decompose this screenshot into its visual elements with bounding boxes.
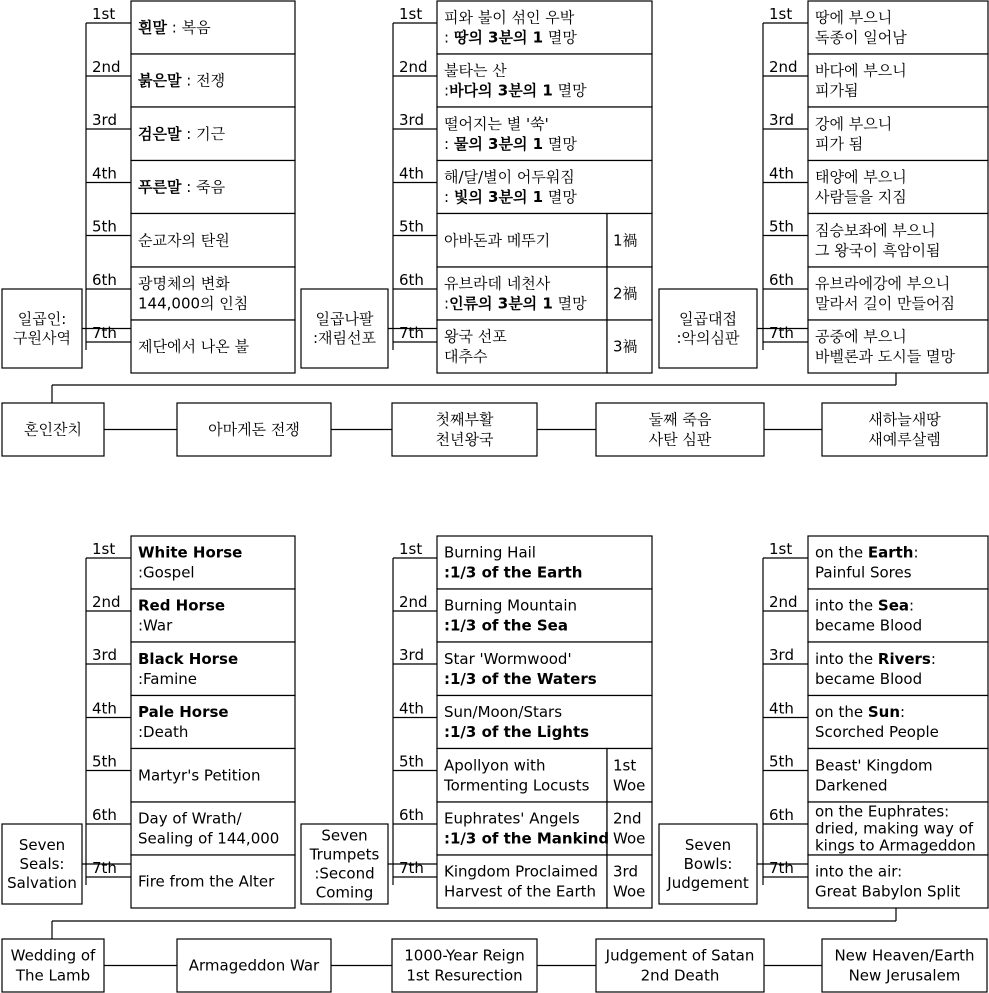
english-seals-item-2-text: [138, 617, 173, 635]
korean-trumpets-ordinal-2: 2nd: [399, 58, 428, 76]
korean-trumpets-item-6-text-span: 인류의 3분의 1: [449, 294, 553, 313]
english-trumpets-item-2-text-span: :1/3 of the Sea: [444, 616, 568, 635]
korean-bowls-ordinal-4: 4th: [769, 164, 794, 183]
korean-chain-label-1-line: 혼인잔치: [24, 420, 82, 439]
english-bowls-item-3-text: [815, 670, 922, 688]
korean-seals-label-line: 일곱인:: [17, 310, 67, 328]
english-trumpets-item-4-text: [444, 723, 589, 741]
english-bowls-item-5-text-span: Darkened: [815, 776, 888, 795]
english-trumpets-item-1-text: [444, 564, 583, 582]
korean-trumpets-item-6-text-span: 유브라데 네천사: [444, 274, 551, 293]
korean-bowls-item-6-text: [815, 275, 950, 293]
english-trumpets-item-7-text: [444, 863, 598, 881]
english-seals-item-1-text-span: :Gospel: [138, 563, 195, 582]
english-seals-item-4-text-span: :Death: [138, 723, 189, 741]
english-seals-item-6-text-span: Sealing of 144,000: [138, 829, 280, 848]
korean-trumpets-item-2-text-span: 불타는 산: [444, 61, 507, 80]
korean-trumpets-ordinal-7: 7th: [399, 324, 424, 342]
english-trumpets-woe-2-label: Woe: [613, 829, 646, 848]
korean-seals-item-6-text: [138, 295, 248, 313]
english-chain-label-4-line: 2nd Death: [640, 966, 720, 985]
korean-bowls-item-7-text-span: 공중에 부으니: [815, 327, 907, 346]
english-seals-item-4-text: [138, 703, 229, 721]
korean-seals-item-5-text-span: 순교자의 탄원: [138, 231, 230, 250]
english-seals-ordinal-7: 7th: [92, 859, 117, 877]
korean-bowls-item-4-text-span: 사람들을 지짐: [815, 188, 907, 206]
korean-seals-item-3-text: [138, 125, 226, 143]
korean-bowls-ordinal-1: 1st: [769, 5, 793, 23]
english-seals-item-5-text: [138, 766, 260, 784]
english-seals-item-6-text-span: Day of Wrath/: [138, 809, 242, 828]
korean-bowls-item-1-text-span: 독종이 일어남: [815, 28, 907, 47]
korean-seals-ordinal-6: 6th: [92, 271, 117, 289]
korean-bowls-item-3-text-span: 피가 됨: [815, 134, 864, 153]
english-bowls-ordinal-7: 7th: [769, 859, 794, 877]
english-chain-label-5-line: New Jerusalem: [848, 966, 961, 985]
korean-trumpets-item-3-text: [444, 135, 577, 153]
korean-trumpets-item-1-text-span: 멸망: [543, 28, 577, 47]
korean-trumpets-ordinal-6: 6th: [399, 271, 424, 289]
english-trumpets-item-6-text-span: :1/3 of the Mankind: [444, 829, 610, 848]
english-seals-ordinal-3: 3rd: [92, 646, 117, 664]
english-bowls-item-7-text: [815, 863, 902, 881]
english-bowls-item-1-text-span: on the: [815, 543, 868, 562]
korean-bowls-item-1-text: [815, 29, 907, 47]
korean-seals-item-3-text-span: : 기근: [181, 124, 226, 143]
korean-trumpets-item-1-text: [444, 9, 575, 27]
korean-chain-label-3-line: 천년왕국: [435, 430, 494, 449]
english-trumpets-ordinal-7: 7th: [399, 859, 424, 877]
korean-bowls-ordinal-3: 3rd: [769, 111, 794, 129]
korean-seals-item-4-text-span: 푸른말: [138, 178, 182, 196]
english-bowls-item-7-text: [815, 883, 960, 901]
english-seals-label-line: Salvation: [7, 874, 77, 892]
korean-bowls-item-5-text: [815, 221, 936, 239]
english-trumpets-ordinal-4: 4th: [399, 699, 424, 718]
english-seals-item-7-text: [138, 873, 275, 891]
english-seals-item-1-text-span: White Horse: [138, 543, 243, 562]
english-bowls-item-6-text-span: dried, making way of: [815, 819, 974, 838]
korean-trumpets-item-2-text: [444, 62, 507, 80]
english-trumpets-item-1-text: [444, 544, 536, 562]
english-bowls-item-6-text: [815, 803, 949, 821]
english-seals-item-1-text: [138, 564, 195, 582]
korean-trumpets-item-2-text: [444, 82, 587, 100]
english-trumpets-ordinal-6: 6th: [399, 806, 424, 824]
korean-trumpets-item-4-text: [444, 188, 577, 206]
korean-seals-item-7-text-span: 제단에서 나온 불: [138, 337, 249, 356]
english-trumpets-item-5-text: [443, 776, 590, 794]
korean-trumpets-ordinal-3: 3rd: [399, 111, 424, 129]
english-trumpets-item-3-text: [444, 650, 572, 668]
english-trumpets-ordinal-3: 3rd: [399, 646, 424, 664]
english-seals-ordinal-2: 2nd: [92, 593, 121, 611]
english-bowls-item-1-text-span: Earth: [867, 543, 914, 562]
korean-bowls-label-line: 일곱대접: [679, 310, 737, 328]
english-trumpets-item-7-text: [444, 883, 596, 901]
english-trumpets-ordinal-5: 5th: [399, 752, 424, 771]
korean-trumpets-item-4-text-span: :: [444, 188, 454, 206]
english-trumpets-label-line: Trumpets: [309, 845, 380, 864]
english-seals-item-2-text: [138, 597, 225, 615]
english-trumpets-item-1-text-span: Burning Hail: [444, 543, 536, 562]
english-trumpets-item-4-text: [444, 703, 562, 721]
english-seals-item-3-text: [138, 650, 238, 668]
korean-trumpets-item-3-text-span: 물의 3분의 1: [453, 134, 544, 153]
korean-bowls-item-1-text-span: 땅에 부으니: [815, 8, 893, 27]
english-trumpets-woe-1-label: 1st: [613, 756, 637, 775]
english-bowls-item-6-text-span: on the Euphrates:: [815, 802, 950, 821]
korean-bowls-item-3-text-span: 강에 부으니: [815, 114, 893, 133]
english-bowls-ordinal-6: 6th: [769, 806, 794, 824]
korean-seals-ordinal-1: 1st: [92, 5, 116, 23]
english-bowls-item-2-text-span: into the: [815, 596, 878, 615]
korean-bowls-item-4-text: [815, 168, 907, 186]
english-bowls-ordinal-3: 3rd: [769, 646, 794, 664]
english-trumpets-item-4-text-span: :1/3 of the Lights: [444, 723, 590, 741]
english-trumpets-item-2-text: [444, 597, 577, 615]
english-bowls-item-2-text: [815, 617, 922, 635]
english-seals-item-3-text: [138, 670, 197, 688]
english-trumpets-label-line: :Second: [314, 864, 375, 883]
english-chain-label-3-line: 1st Resurection: [406, 966, 523, 985]
english-seals-item-6-text: [138, 810, 243, 828]
korean-seals-item-2-text: [138, 72, 225, 90]
english-trumpets-woe-2-label: 2nd: [613, 809, 642, 828]
english-chain-label-1-line: The Lamb: [15, 966, 91, 985]
korean-seals-item-1-text: [138, 19, 211, 37]
korean-trumpets-item-2-text-span: :: [444, 81, 450, 100]
korean-chain-label-4-line: 둘째 죽음: [648, 410, 712, 429]
korean-trumpets-item-4-text: [444, 168, 575, 186]
english-bowls-label-line: Judgement: [667, 874, 749, 892]
korean-bowls-item-5-text-span: 짐승보좌에 부으니: [815, 221, 936, 240]
english-bowls-label-line: Bowls:: [683, 855, 733, 873]
korean-bowls-item-7-text: [815, 348, 955, 366]
english-trumpets-item-3-text-span: Star 'Wormwood': [444, 649, 572, 668]
korean-trumpets-item-7-text: [444, 328, 507, 346]
english-chain-label-5-line: New Heaven/Earth: [834, 946, 975, 965]
korean-bowls-ordinal-5: 5th: [769, 217, 794, 236]
english-seals-item-3-text-span: :Famine: [138, 669, 198, 688]
english-bowls-item-4-text-span: on the: [815, 703, 868, 721]
korean-trumpets-item-1-text-span: 피와 불이 섞인 우박: [444, 8, 575, 27]
korean-seals-ordinal-7: 7th: [92, 324, 117, 342]
korean-trumpets-item-2-text-span: 멸망: [552, 81, 587, 100]
korean-trumpets-label-line: :재림선포: [312, 329, 377, 347]
korean-bowls-ordinal-7: 7th: [769, 324, 794, 342]
english-trumpets-item-6-text: [444, 830, 609, 848]
korean-bowls-ordinal-6: 6th: [769, 271, 794, 289]
english-trumpets-label-line: Seven: [321, 826, 368, 845]
korean-seals-label-line: 구원사역: [13, 329, 71, 347]
korean-trumpets-ordinal-5: 5th: [399, 217, 424, 236]
english-trumpets-item-3-text-span: :1/3 of the Waters: [444, 669, 597, 688]
korean-trumpets-item-7-text-span: 왕국 선포: [444, 327, 507, 346]
korean-seals-ordinal-2: 2nd: [92, 58, 121, 76]
korean-seals-item-6-text: [138, 275, 230, 293]
english-chain-label-3-line: 1000-Year Reign: [404, 946, 525, 965]
english-seals-item-4-text: [138, 723, 188, 741]
english-seals-label-line: Seven: [18, 836, 66, 854]
korean-bowls-item-2-text-span: 피가됨: [815, 81, 859, 100]
english-bowls-item-3-text-span: :: [930, 649, 936, 668]
english-seals-ordinal-4: 4th: [92, 699, 117, 718]
korean-bowls-item-6-text-span: 말라서 길이 만들어짐: [815, 294, 955, 313]
korean-chain-label-5-line: 새예루살렘: [868, 430, 941, 449]
english-trumpets-item-6-text-span: Euphrates' Angels: [444, 809, 580, 828]
korean-chain-label-2-line: 아마게돈 전쟁: [208, 420, 300, 439]
korean-bowls-item-2-text-span: 바다에 부으니: [815, 61, 907, 80]
english-trumpets-item-5-text-span: Tormenting Locusts: [444, 776, 590, 795]
korean-seals-item-4-text: [138, 178, 226, 196]
korean-trumpets-item-6-text-span: 멸망: [552, 294, 587, 313]
english-trumpets-woe-3-label: 3rd: [613, 862, 638, 881]
english-seals-ordinal-1: 1st: [92, 540, 116, 558]
korean-chain-label-3-line: 첫째부활: [435, 410, 494, 429]
english-bowls-item-1-text: [815, 544, 919, 562]
korean-seals-item-1-text-span: : 복음: [166, 18, 211, 37]
korean-trumpets-item-7-text: [444, 348, 488, 366]
english-trumpets-item-1-text-span: :1/3 of the Earth: [444, 563, 583, 582]
korean-bowls-ordinal-2: 2nd: [769, 58, 798, 76]
korean-trumpets-item-7-text-span: 대추수: [444, 347, 488, 366]
english-bowls-item-7-text-span: into the air:: [815, 862, 903, 881]
korean-seals-ordinal-4: 4th: [92, 164, 117, 183]
english-bowls-item-4-text-span: :: [900, 703, 906, 721]
korean-trumpets-item-6-text: [444, 275, 551, 293]
english-bowls-item-4-text-span: Scorched People: [815, 723, 939, 741]
english-bowls-item-6-text-span: kings to Armageddon: [815, 836, 976, 855]
english-bowls-item-3-text: [815, 650, 936, 668]
korean-trumpets-item-4-text-span: 빛의 3분의 1: [453, 188, 544, 206]
korean-trumpets-item-1-text: [444, 29, 577, 47]
english-bowls-item-2-text-span: Sea: [877, 596, 909, 615]
english-bowls-item-6-text: [815, 837, 976, 855]
korean-trumpets-woe-1-label: 1禍: [613, 231, 638, 250]
english-trumpets-item-7-text-span: Kingdom Proclaimed: [444, 862, 599, 881]
english-seals-item-2-text-span: Red Horse: [138, 596, 226, 615]
korean-seals-item-2-text-span: : 전쟁: [181, 71, 226, 90]
korean-bowls-item-2-text: [815, 62, 907, 80]
korean-trumpets-item-3-text-span: :: [444, 134, 454, 153]
korean-bowls-label-line: :악의심판: [676, 329, 740, 347]
english-bowls-item-5-text: [815, 776, 888, 794]
korean-trumpets-item-3-text-span: 멸망: [543, 134, 577, 153]
korean-bowls-item-5-text: [815, 241, 940, 259]
english-seals-item-4-text-span: Pale Horse: [138, 703, 229, 721]
english-seals-item-5-text-span: Martyr's Petition: [138, 766, 261, 785]
english-trumpets-woe-3-label: Woe: [613, 882, 646, 901]
english-bowls-item-2-text: [815, 597, 914, 615]
english-trumpets-item-2-text: [444, 617, 568, 635]
english-trumpets-item-5-text: [444, 756, 545, 774]
english-bowls-item-2-text-span: became Blood: [815, 616, 923, 635]
korean-bowls-item-2-text: [815, 82, 858, 100]
korean-trumpets-item-4-text-span: 멸망: [543, 188, 577, 206]
english-trumpets-item-4-text-span: Sun/Moon/Stars: [444, 703, 563, 721]
korean-trumpets-item-6-text: [444, 295, 587, 313]
korean-seals-item-4-text-span: : 죽음: [181, 178, 226, 196]
english-chain-label-2-line: Armageddon War: [188, 956, 320, 975]
english-bowls-item-2-text-span: :: [909, 596, 915, 615]
english-bowls-item-6-text: [815, 820, 974, 838]
english-chain-label-4-line: Judgement of Satan: [605, 946, 755, 965]
korean-trumpets-item-6-text-span: :: [444, 294, 450, 313]
korean-bowls-item-4-text-span: 태양에 부으니: [815, 168, 907, 186]
korean-bowls-item-6-text-span: 유브라에강에 부으니: [815, 274, 951, 293]
korean-seals-item-3-text-span: 검은말: [138, 124, 182, 143]
korean-trumpets-ordinal-4: 4th: [399, 164, 424, 183]
english-bowls-item-1-text: [815, 564, 912, 582]
diagram-boxes: [2, 1, 988, 992]
korean-seals-item-5-text: [138, 231, 230, 249]
english-trumpets-ordinal-2: 2nd: [399, 593, 428, 611]
korean-chain-label-4-line: 사탄 심판: [648, 430, 712, 449]
english-bowls-item-4-text: [815, 723, 939, 741]
korean-trumpets-item-5-text: [444, 231, 550, 249]
english-seals-item-2-text-span: :War: [138, 616, 173, 635]
english-trumpets-woe-1-label: Woe: [613, 776, 646, 795]
english-trumpets-ordinal-1: 1st: [399, 540, 423, 558]
korean-bowls-item-7-text: [815, 328, 907, 346]
english-bowls-item-4-text: [815, 703, 905, 721]
korean-trumpets-label-line: 일곱나팔: [315, 310, 374, 328]
english-bowls-ordinal-1: 1st: [769, 540, 793, 558]
english-bowls-item-3-text-span: Rivers: [877, 649, 931, 668]
english-bowls-item-5-text-span: Beast' Kingdom: [815, 756, 933, 775]
english-bowls-item-1-text-span: Painful Sores: [815, 563, 912, 582]
korean-trumpets-item-3-text-span: 떨어지는 별 '쑥': [444, 114, 549, 133]
korean-bowls-item-5-text-span: 그 왕국이 흑암이됨: [815, 241, 941, 260]
korean-bowls-item-7-text-span: 바벨론과 도시들 멸망: [815, 347, 955, 366]
english-bowls-item-5-text: [815, 756, 933, 774]
english-bowls-item-3-text-span: into the: [815, 649, 878, 668]
korean-seals-ordinal-5: 5th: [92, 217, 117, 236]
english-trumpets-item-6-text: [444, 810, 580, 828]
korean-bowls-item-3-text: [815, 115, 892, 133]
korean-trumpets-item-4-text-span: 해/달/별이 어두워짐: [444, 168, 575, 186]
korean-seals-item-6-text-span: 144,000의 인침: [138, 294, 249, 313]
english-seals-item-1-text: [138, 544, 242, 562]
english-seals-item-6-text: [138, 830, 279, 848]
korean-trumpets-item-5-text-span: 아바돈과 메뚜기: [444, 231, 551, 250]
korean-bowls-item-6-text: [815, 295, 955, 313]
english-bowls-ordinal-5: 5th: [769, 752, 794, 771]
english-bowls-item-1-text-span: :: [913, 543, 919, 562]
korean-trumpets-item-1-text-span: 땅의 3분의 1: [453, 28, 544, 47]
korean-trumpets-woe-3-label: 3禍: [613, 337, 638, 356]
korean-bowls-item-3-text: [815, 135, 863, 153]
english-bowls-label-line: Seven: [684, 836, 732, 854]
english-seals-ordinal-6: 6th: [92, 806, 117, 824]
english-bowls-item-3-text-span: became Blood: [815, 669, 923, 688]
english-bowls-item-7-text-span: Great Babylon Split: [815, 882, 961, 901]
english-seals-item-3-text-span: Black Horse: [138, 649, 239, 668]
english-trumpets-item-2-text-span: Burning Mountain: [444, 596, 578, 615]
korean-seals-item-2-text-span: 붉은말: [138, 71, 182, 90]
korean-trumpets-woe-2-label: 2禍: [613, 284, 638, 303]
english-chain-label-1-line: Wedding of: [10, 946, 96, 965]
english-trumpets-item-5-text-span: Apollyon with: [444, 756, 546, 775]
english-trumpets-item-7-text-span: Harvest of the Earth: [444, 882, 597, 901]
korean-bowls-item-1-text: [815, 9, 892, 27]
korean-bowls-item-4-text: [815, 188, 907, 206]
english-seals-item-7-text-span: Fire from the Alter: [138, 872, 275, 891]
english-seals-label-line: Seals:: [19, 855, 65, 873]
english-trumpets-label-line: Coming: [315, 883, 374, 902]
korean-seals-ordinal-3: 3rd: [92, 111, 117, 129]
english-seals-ordinal-5: 5th: [92, 752, 117, 771]
english-bowls-ordinal-4: 4th: [769, 699, 794, 718]
korean-trumpets-item-1-text-span: :: [444, 28, 454, 47]
korean-seals-item-1-text-span: 흰말: [138, 18, 167, 37]
korean-trumpets-item-3-text: [444, 115, 549, 133]
korean-trumpets-item-2-text-span: 바다의 3분의 1: [449, 81, 553, 100]
korean-seals-item-6-text-span: 광명체의 변화: [138, 274, 230, 293]
english-trumpets-item-3-text: [444, 670, 597, 688]
korean-trumpets-ordinal-1: 1st: [399, 5, 423, 23]
korean-chain-label-5-line: 새하늘새땅: [868, 410, 941, 429]
english-bowls-item-4-text-span: Sun: [867, 703, 901, 721]
english-bowls-ordinal-2: 2nd: [769, 593, 798, 611]
korean-seals-item-7-text: [138, 338, 249, 356]
